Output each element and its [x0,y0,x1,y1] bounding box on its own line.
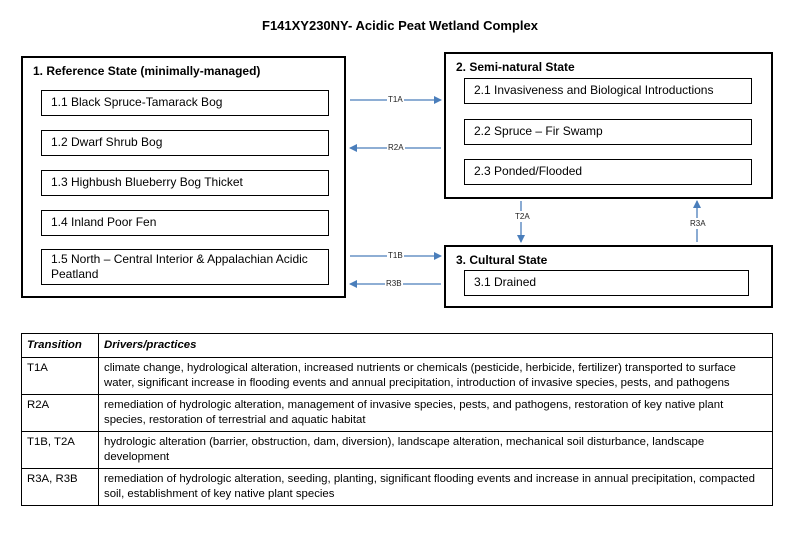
phase-1-5: 1.5 North – Central Interior & Appalachian Acidic Peatland [41,249,329,285]
label-r3a: R3A [690,219,706,228]
header-transition: Transition [22,334,99,358]
phase-3-1: 3.1 Drained [464,270,749,296]
row-drivers-text: remediation of hydrologic alteration, seeding, planting, significant flooding events and increase in annual precipitation, compacted soil, establishment of key native plant species [99,469,773,506]
phase-1-4: 1.4 Inland Poor Fen [41,210,329,236]
drivers-table [21,333,773,506]
label-t2a: T2A [515,212,530,221]
row-transition-code: T1B, T2A [22,432,99,469]
reference-state-title: 1. Reference State (minimally-managed) [33,64,261,78]
label-t1b: T1B [388,251,403,260]
row-transition-code: R2A [22,395,99,432]
row-drivers-text: hydrologic alteration (barrier, obstruction, dam, diversion), landscape alteration, mechanical soil disturbance, landscape development [99,432,773,469]
row-transition-code: R3A, R3B [22,469,99,506]
row-drivers-text: climate change, hydrological alteration, increased nutrients or chemicals (pesticide, herbicide, fertilizer) transported to surface water, significant increase in flooding events and annual precipitation, introduction of invasive species, pests, and pathogens [99,358,773,395]
seminatural-state-title: 2. Semi-natural State [456,60,575,74]
phase-1-1: 1.1 Black Spruce-Tamarack Bog [41,90,329,116]
cultural-state-title: 3. Cultural State [456,253,548,267]
phase-2-3: 2.3 Ponded/Flooded [464,159,752,185]
table-row [22,432,773,469]
label-r2a: R2A [388,143,404,152]
phase-2-2: 2.2 Spruce – Fir Swamp [464,119,752,145]
table-row [22,358,773,395]
table-row [22,395,773,432]
table-header-row [22,334,773,358]
phase-2-1: 2.1 Invasiveness and Biological Introductions [464,78,752,104]
header-drivers: Drivers/practices [99,334,773,358]
label-r3b: R3B [386,279,402,288]
phase-1-3: 1.3 Highbush Blueberry Bog Thicket [41,170,329,196]
row-drivers-text: remediation of hydrologic alteration, management of invasive species, pests, and pathogens, restoration of key native plant species, restoration of terrestrial and aquatic habitat [99,395,773,432]
row-transition-code: T1A [22,358,99,395]
table-row [22,469,773,506]
phase-1-2: 1.2 Dwarf Shrub Bog [41,130,329,156]
label-t1a: T1A [388,95,403,104]
diagram-title: F141XY230NY- Acidic Peat Wetland Complex [262,18,538,33]
